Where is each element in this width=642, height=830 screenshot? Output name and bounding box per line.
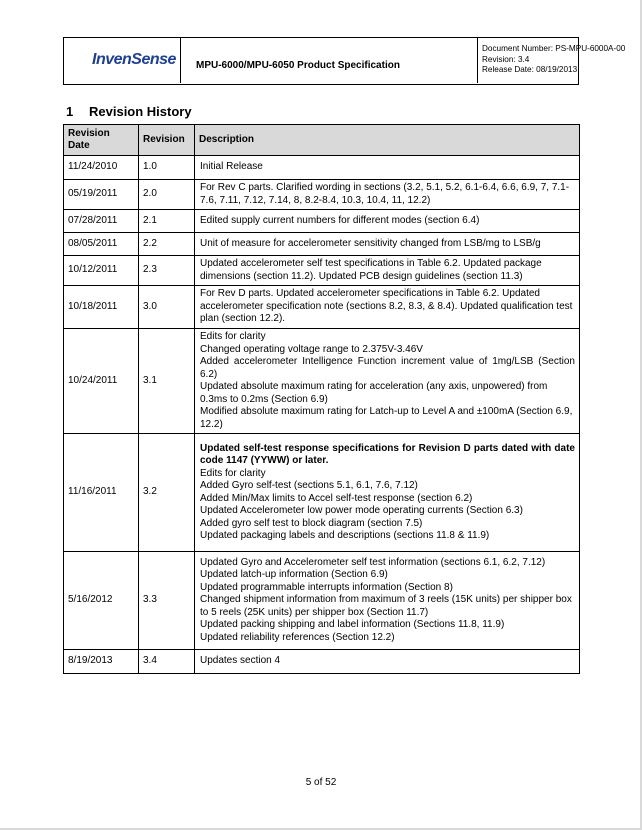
row-revision: 2.1 [139,210,195,233]
row-revision: 2.2 [139,233,195,256]
description-line: Edits for clarity [200,331,266,342]
description-line: Updated reliability references (Section 12.2) [200,631,395,643]
row-description [195,650,580,674]
table-row [64,552,580,650]
description-line: Edited supply current numbers for different modes (section 6.4) [200,214,480,226]
table-header-row [64,125,580,156]
row-description [195,329,580,434]
row-description [195,210,580,233]
row-date: 11/24/2010 [64,156,139,180]
table-row [64,434,580,552]
row-description [195,180,580,210]
row-revision: 3.4 [139,650,195,674]
row-revision: 2.0 [139,180,195,210]
document-title: MPU-6000/MPU-6050 Product Specification [196,60,400,71]
description-line: Updates section 4 [200,655,281,667]
table-row [64,256,580,286]
description-line: Initial Release [200,161,263,173]
doc-release-date: Release Date: 08/19/2013 [482,65,578,74]
table-row [64,650,580,674]
description-line: Updated absolute maximum rating for acceleration (any axis, unpowered) from 0.3ms to 0.2ms (Section 6.9) [200,381,548,405]
row-revision: 1.0 [139,156,195,180]
row-description [195,233,580,256]
row-date: 08/05/2011 [64,233,139,256]
col-header-description: Description [195,125,580,156]
revision-history-table [63,124,580,674]
row-revision: 3.2 [139,434,195,552]
row-date: 8/19/2013 [64,650,139,674]
row-date: 05/19/2011 [64,180,139,210]
document-info [482,44,625,76]
description-line: Updated latch-up information (Section 6.9) [200,569,388,581]
description-line: Modified absolute maximum rating for Latch-up to Level A and ±100mA (Section 6.9, 12.2) [200,406,573,430]
description-line: Updated Accelerometer low power mode operating currents (Section 6.3) [200,505,523,516]
description-line: Updated programmable interrupts information (Section 8) [200,581,453,593]
table-row [64,180,580,210]
document-title-cell [181,38,478,83]
row-description [195,156,580,180]
row-date: 10/18/2011 [64,286,139,329]
logo-text: InvenSense [92,51,176,68]
row-date: 10/12/2011 [64,256,139,286]
description-line: Updated packing shipping and label information (Sections 11.8, 11.9) [200,619,505,631]
description-line: Edits for clarity [200,467,266,479]
doc-revision: Revision: 3.4 [482,54,530,64]
description-line: Added Gyro self-test (sections 5.1, 6.1, 7.6, 7.12) [200,480,418,491]
row-description [195,256,580,286]
row-description [195,286,580,329]
description-line: Updated packaging labels and descriptions (sections 11.8 & 11.9) [200,530,490,541]
row-date: 07/28/2011 [64,210,139,233]
description-line: Added accelerometer Intelligence Function increment value of 1mg/LSB (Section 6.2) [200,356,575,380]
table-row [64,233,580,256]
row-date: 5/16/2012 [64,552,139,650]
company-logo [64,38,181,83]
table-row [64,329,580,434]
description-line: Updated self-test response specifications for Revision D parts dated with date code 1147 (YYWW) or later. [200,442,575,466]
page-header [63,37,626,85]
page-number: 5 of 52 [305,777,337,788]
col-header-revision: Revision [139,125,195,156]
section-number: 1 [66,104,74,119]
row-date: 10/24/2011 [64,329,139,434]
row-description [195,434,580,552]
description-line: Changed shipment information from maximum of 3 reels (15K units) per shipper box to 5 reels (25K units) per shipper box (Section 11.7) [200,594,572,618]
row-revision: 3.3 [139,552,195,650]
description-line: Added gyro self test to block diagram (section 7.5) [200,517,423,529]
row-date: 11/16/2011 [64,434,139,552]
section-heading [66,104,192,119]
description-line: Added Min/Max limits to Accel self-test response (section 6.2) [200,492,473,504]
description-line: For Rev D parts. Updated accelerometer specifications in Table 6.2. Updated accelerometer specification note (sections 8.2, 8.3, & 8.4). Updated qualification test plan (section 12.2). [200,288,573,325]
row-description [195,552,580,650]
description-line: Updated Gyro and Accelerometer self test information (sections 6.1, 6.2, 7.12) [200,556,546,568]
description-line: Changed operating voltage range to 2.375V-3.46V [200,343,423,355]
table-row [64,156,580,180]
table-row [64,286,580,329]
doc-number: Document Number: PS-MPU-6000A-00 [482,44,626,53]
section-title: Revision History [89,104,192,119]
row-revision: 2.3 [139,256,195,286]
row-revision: 3.1 [139,329,195,434]
col-header-date: Revision Date [64,125,139,156]
description-line: Updated accelerometer self test specifications in Table 6.2. Updated package dimensions (section 11.2). Updated PCB design guidelines (section 11.3) [200,258,542,282]
description-line: For Rev C parts. Clarified wording in sections (3.2, 5.1, 5.2, 6.1-6.4, 6.6, 6.9, 7, 7.1-7.6, 7.11, 7.12, 7.14, 8, 8.2-8.4, 10.3, 10.4, 11, 12.2) [200,182,570,206]
table-row [64,210,580,233]
row-revision: 3.0 [139,286,195,329]
description-line: Unit of measure for accelerometer sensitivity changed from LSB/mg to LSB/g [200,237,541,249]
